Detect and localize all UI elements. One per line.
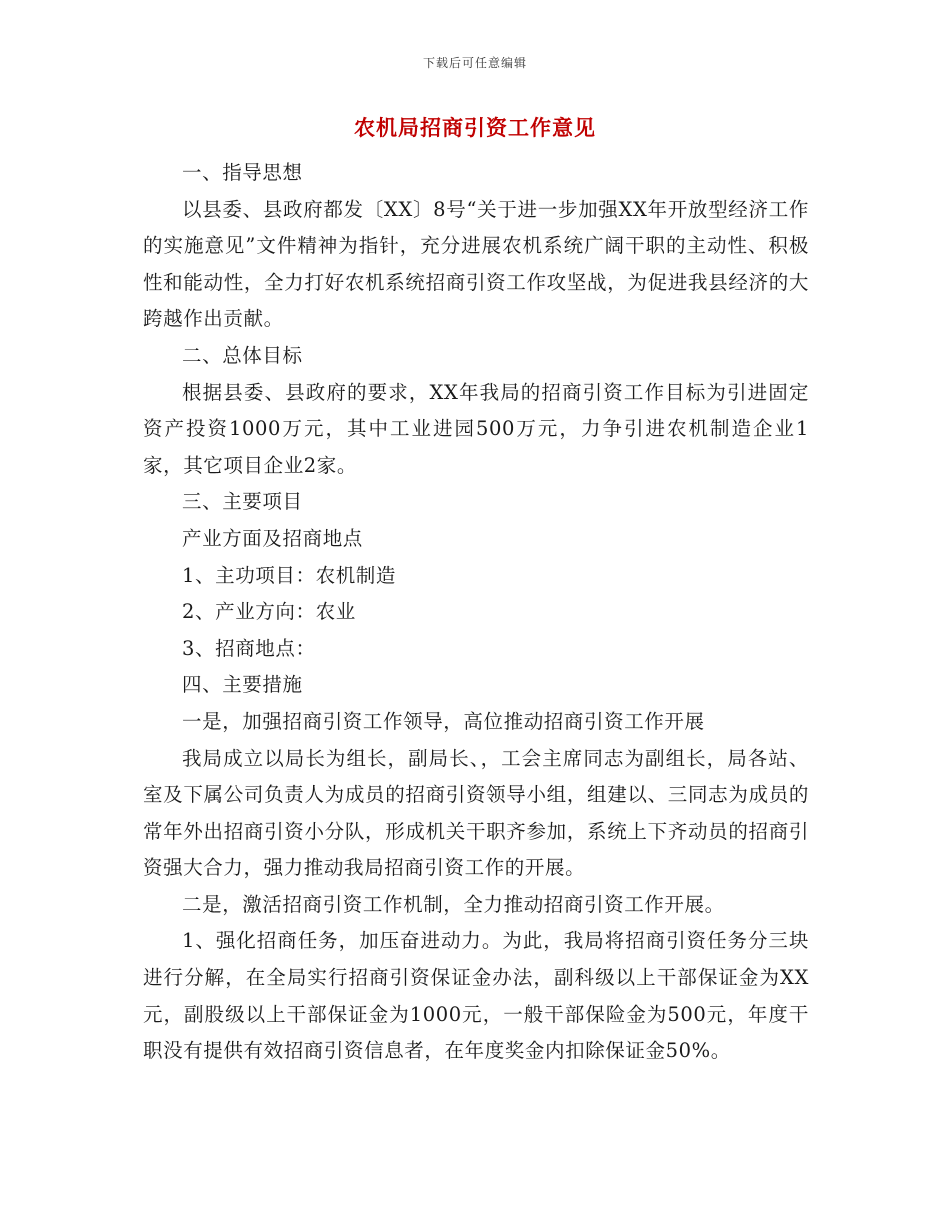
- list-item-investment-location: 3、招商地点：: [182, 636, 316, 660]
- document-body: [143, 155, 809, 1070]
- header-note: 下载后可任意编辑: [422, 56, 527, 70]
- paragraph-industry-and-locations: 产业方面及招商地点: [182, 526, 363, 550]
- section-heading-main-projects: 三、主要项目: [182, 490, 303, 514]
- list-item-industry-direction: 2、产业方向：农业: [182, 600, 356, 624]
- paragraph-guiding-ideology: 以县委、县政府都发〔XX〕8号“关于进一步加强XX年开放型经济工作的实施意见”文件精神为指针，充分进展农机系统广阔干职的主动性、积极性和能动性，全力打好农机系统招商引资工作攻坚战，为促进我县经济的大跨越作出贡献。: [143, 197, 809, 331]
- section-heading-guiding-ideology: 一、指导思想: [182, 161, 303, 184]
- paragraph-overall-goal: 根据县委、县政府的要求，XX年我局的招商引资工作目标为引进固定资产投资1000万元，其中工业进园500万元，力争引进农机制造企业1家，其它项目企业2家。: [143, 380, 809, 477]
- paragraph-measure-one: 一是，加强招商引资工作领导，高位推动招商引资工作开展: [182, 709, 705, 733]
- section-heading-main-measures: 四、主要措施: [182, 673, 303, 697]
- paragraph-task-assignment: 1、强化招商任务，加压奋进动力。为此，我局将招商引资任务分三块进行分解，在全局实行招商引资保证金办法，副科级以上干部保证金为XX元，副股级以上干部保证金为1000元，一般干部保险金为500元，年度干职没有提供有效招商引资信息者，在年度奖金内扣除保证金50%。: [143, 929, 809, 1063]
- list-item-main-project: 1、主功项目：农机制造: [182, 563, 397, 587]
- document-title: 农机局招商引资工作意见: [354, 115, 596, 140]
- paragraph-measure-two: 二是，激活招商引资工作机制，全力推动招商引资工作开展。: [182, 892, 725, 916]
- paragraph-leadership-group: 我局成立以局长为组长，副局长、，工会主席同志为副组长，局各站、室及下属公司负责人为成员的招商引资领导小组，组建以、三同志为成员的常年外出招商引资小分队，形成机关干职齐参加，系统上下齐动员的招商引资强大合力，强力推动我局招商引资工作的开展。: [143, 746, 809, 880]
- section-heading-overall-goal: 二、总体目标: [182, 343, 303, 367]
